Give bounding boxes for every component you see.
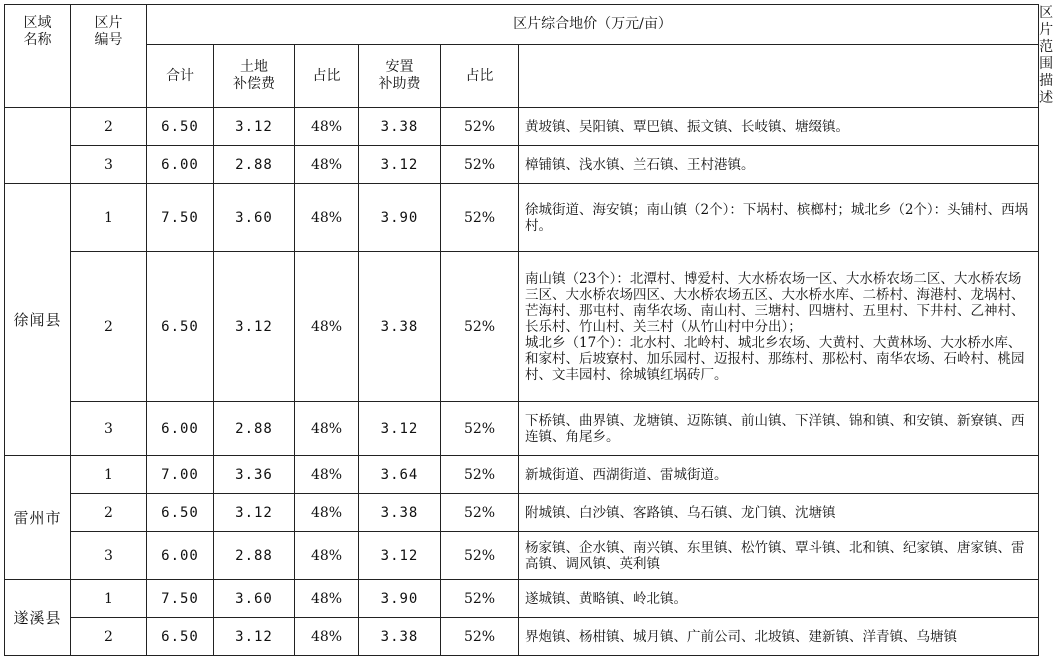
land-comp-cell: 2.88 xyxy=(214,402,295,456)
region-cell xyxy=(5,108,71,184)
desc-cell: 杨家镇、企水镇、南兴镇、东里镇、松竹镇、覃斗镇、北和镇、纪家镇、唐家镇、雷高镇、调风镇、英利镇 xyxy=(519,532,1039,580)
zone-cell: 1 xyxy=(71,580,147,618)
total-cell: 7.50 xyxy=(147,580,214,618)
zone-cell: 2 xyxy=(71,252,147,402)
resettle-cell: 3.38 xyxy=(359,618,441,656)
land-comp-cell: 2.88 xyxy=(214,146,295,184)
table-row xyxy=(5,580,1039,618)
table-row xyxy=(5,494,1039,532)
ratio1-cell: 48% xyxy=(295,532,359,580)
ratio1-cell: 48% xyxy=(295,252,359,402)
table-row xyxy=(5,402,1039,456)
ratio1-cell: 48% xyxy=(295,402,359,456)
desc-cell: 下桥镇、曲界镇、龙塘镇、迈陈镇、前山镇、下洋镇、锦和镇、和安镇、新寮镇、西连镇、角尾乡。 xyxy=(519,402,1039,456)
ratio1-cell: 48% xyxy=(295,618,359,656)
region-header: 区域 名称 xyxy=(5,5,71,108)
ratio2-cell: 52% xyxy=(441,532,519,580)
total-header: 合计 xyxy=(147,45,214,108)
total-cell: 6.00 xyxy=(147,402,214,456)
resettle-cell: 3.64 xyxy=(359,456,441,494)
ratio1-cell: 48% xyxy=(295,108,359,146)
land-comp-cell: 3.12 xyxy=(214,108,295,146)
ratio2-cell: 52% xyxy=(441,146,519,184)
zone-cell: 2 xyxy=(71,618,147,656)
land-comp-cell: 3.12 xyxy=(214,494,295,532)
zone-cell: 3 xyxy=(71,532,147,580)
zone-header: 区片 编号 xyxy=(71,5,147,108)
desc-cell: 新城街道、西湖街道、雷城街道。 xyxy=(519,456,1039,494)
desc-cell: 遂城镇、黄略镇、岭北镇。 xyxy=(519,580,1039,618)
total-cell: 7.00 xyxy=(147,456,214,494)
total-cell: 6.00 xyxy=(147,146,214,184)
zone-cell: 3 xyxy=(71,146,147,184)
table-row xyxy=(5,184,1039,252)
ratio2-cell: 52% xyxy=(441,184,519,252)
zone-cell: 1 xyxy=(71,184,147,252)
resettle-cell: 3.12 xyxy=(359,532,441,580)
resettle-cell: 3.38 xyxy=(359,494,441,532)
total-cell: 6.50 xyxy=(147,494,214,532)
ratio2-cell: 52% xyxy=(441,618,519,656)
total-cell: 6.50 xyxy=(147,252,214,402)
resettle-cell: 3.38 xyxy=(359,108,441,146)
land-price-table: 区域 名称 区片 编号 区片综合地价（万元/亩） 区片范围描述 合计 土地 补偿费 占比 安置 补助费 占比 2 6.50 3.12 48% 3.38 52% 黄坡镇、吴阳镇、覃巴镇、振文镇、长岐镇、塘缀镇。 3 6.00 2.88 48% 3.12 52% 樟铺镇、浅水镇、兰石镇、王村港镇。 徐闻县 1 7.50 3.60 48% 3.90 52% 徐城街道、海安镇；南山镇（2个）：下埚村、槟榔村；城北乡（2个）：头铺村、西埚村。 2 6.50 3.12 48% 3.38 52% 南山镇（23个）：北潭村、博爱村、大水桥农场一区、大水桥农场二区、大水桥农场三区、大水桥农场四区、大水桥农场五区、大水桥水库、二桥村、海港村、龙埚村、芒海村、那屯村、南华农场、南山村、三塘村、四塘村、五里村、下井村、乙神村、长乐村、竹山村、关三村（从竹山村中分出）； 城北乡（17个）：北水村、北岭村、城北乡农场、大黄村、大黄林场、大水桥水库、和家村、后坡寮村、加乐园村、迈报村、那练村、那松村、南华农场、石岭村、桃园村、文丰园村、徐城镇红埚砖厂。 3 6.00 2.88 48% 3.12 52% 下桥镇、曲界镇、龙塘镇、迈陈镇、前山镇、下洋镇、锦和镇、和安镇、新寮镇、西连镇、角尾乡。 雷州市 1 7.00 3.36 48% 3.64 52% 新城街道、西湖街道、雷城街道。 2 6.50 3.12 48% 3.38 52% 附城镇、白沙镇、客路镇、乌石镇、龙门镇、沈塘镇 3 6.00 2.88 48% 3.12 52% 杨家镇、企水镇、南兴镇、东里镇、松竹镇、覃斗镇、北和镇、纪家镇、唐家镇、雷高镇、调风镇、英利镇 遂溪县 1 7.50 3.60 48% 3.90 52% 遂城镇、黄略镇、岭北镇。 2 6.50 3.12 48% 3.38 52% 界炮镇、杨柑镇、城月镇、广前公司、北坡镇、建新镇、洋青镇、乌塘镇 xyxy=(4,4,1039,656)
ratio1-cell: 48% xyxy=(295,456,359,494)
desc-cell: 南山镇（23个）：北潭村、博爱村、大水桥农场一区、大水桥农场二区、大水桥农场三区、大水桥农场四区、大水桥农场五区、大水桥水库、二桥村、海港村、龙埚村、芒海村、那屯村、南华农场、南山村、三塘村、四塘村、五里村、下井村、乙神村、长乐村、竹山村、关三村（从竹山村中分出）； 城北乡（17个）：北水村、北岭村、城北乡农场、大黄村、大黄林场、大水桥水库、和家村、后坡寮村、加乐园村、迈报村、那练村、那松村、南华农场、石岭村、桃园村、文丰园村、徐城镇红埚砖厂。 xyxy=(519,252,1039,402)
land-comp-header: 土地 补偿费 xyxy=(214,45,295,108)
resettle-cell: 3.12 xyxy=(359,402,441,456)
ratio1-header: 占比 xyxy=(295,45,359,108)
ratio1-cell: 48% xyxy=(295,580,359,618)
resettle-cell: 3.12 xyxy=(359,146,441,184)
land-comp-cell: 3.12 xyxy=(214,618,295,656)
ratio2-cell: 52% xyxy=(441,402,519,456)
resettle-cell: 3.38 xyxy=(359,252,441,402)
total-cell: 7.50 xyxy=(147,184,214,252)
ratio2-cell: 52% xyxy=(441,252,519,402)
zone-cell: 3 xyxy=(71,402,147,456)
zone-cell: 1 xyxy=(71,456,147,494)
table-row xyxy=(5,252,1039,402)
price-group-header: 区片综合地价（万元/亩） xyxy=(147,5,1039,45)
land-comp-cell: 3.60 xyxy=(214,580,295,618)
table-row xyxy=(5,456,1039,494)
region-cell: 雷州市 xyxy=(5,456,71,580)
desc-cell: 附城镇、白沙镇、客路镇、乌石镇、龙门镇、沈塘镇 xyxy=(519,494,1039,532)
region-cell: 遂溪县 xyxy=(5,580,71,656)
resettle-cell: 3.90 xyxy=(359,580,441,618)
desc-cell: 黄坡镇、吴阳镇、覃巴镇、振文镇、长岐镇、塘缀镇。 xyxy=(519,108,1039,146)
ratio1-cell: 48% xyxy=(295,184,359,252)
table-row xyxy=(5,146,1039,184)
land-comp-cell: 3.60 xyxy=(214,184,295,252)
ratio2-cell: 52% xyxy=(441,108,519,146)
ratio2-cell: 52% xyxy=(441,494,519,532)
desc-cell: 樟铺镇、浅水镇、兰石镇、王村港镇。 xyxy=(519,146,1039,184)
ratio2-header: 占比 xyxy=(441,45,519,108)
ratio2-cell: 52% xyxy=(441,456,519,494)
land-comp-cell: 3.12 xyxy=(214,252,295,402)
desc-cell: 徐城街道、海安镇；南山镇（2个）：下埚村、槟榔村；城北乡（2个）：头铺村、西埚村。 xyxy=(519,184,1039,252)
total-cell: 6.50 xyxy=(147,618,214,656)
total-cell: 6.00 xyxy=(147,532,214,580)
land-comp-cell: 3.36 xyxy=(214,456,295,494)
ratio1-cell: 48% xyxy=(295,146,359,184)
ratio2-cell: 52% xyxy=(441,580,519,618)
table-row xyxy=(5,532,1039,580)
resettle-header: 安置 补助费 xyxy=(359,45,441,108)
land-comp-cell: 2.88 xyxy=(214,532,295,580)
region-cell: 徐闻县 xyxy=(5,184,71,456)
resettle-cell: 3.90 xyxy=(359,184,441,252)
table-row xyxy=(5,108,1039,146)
zone-cell: 2 xyxy=(71,494,147,532)
total-cell: 6.50 xyxy=(147,108,214,146)
ratio1-cell: 48% xyxy=(295,494,359,532)
zone-cell: 2 xyxy=(71,108,147,146)
desc-cell: 界炮镇、杨柑镇、城月镇、广前公司、北坡镇、建新镇、洋青镇、乌塘镇 xyxy=(519,618,1039,656)
table-row xyxy=(5,618,1039,656)
